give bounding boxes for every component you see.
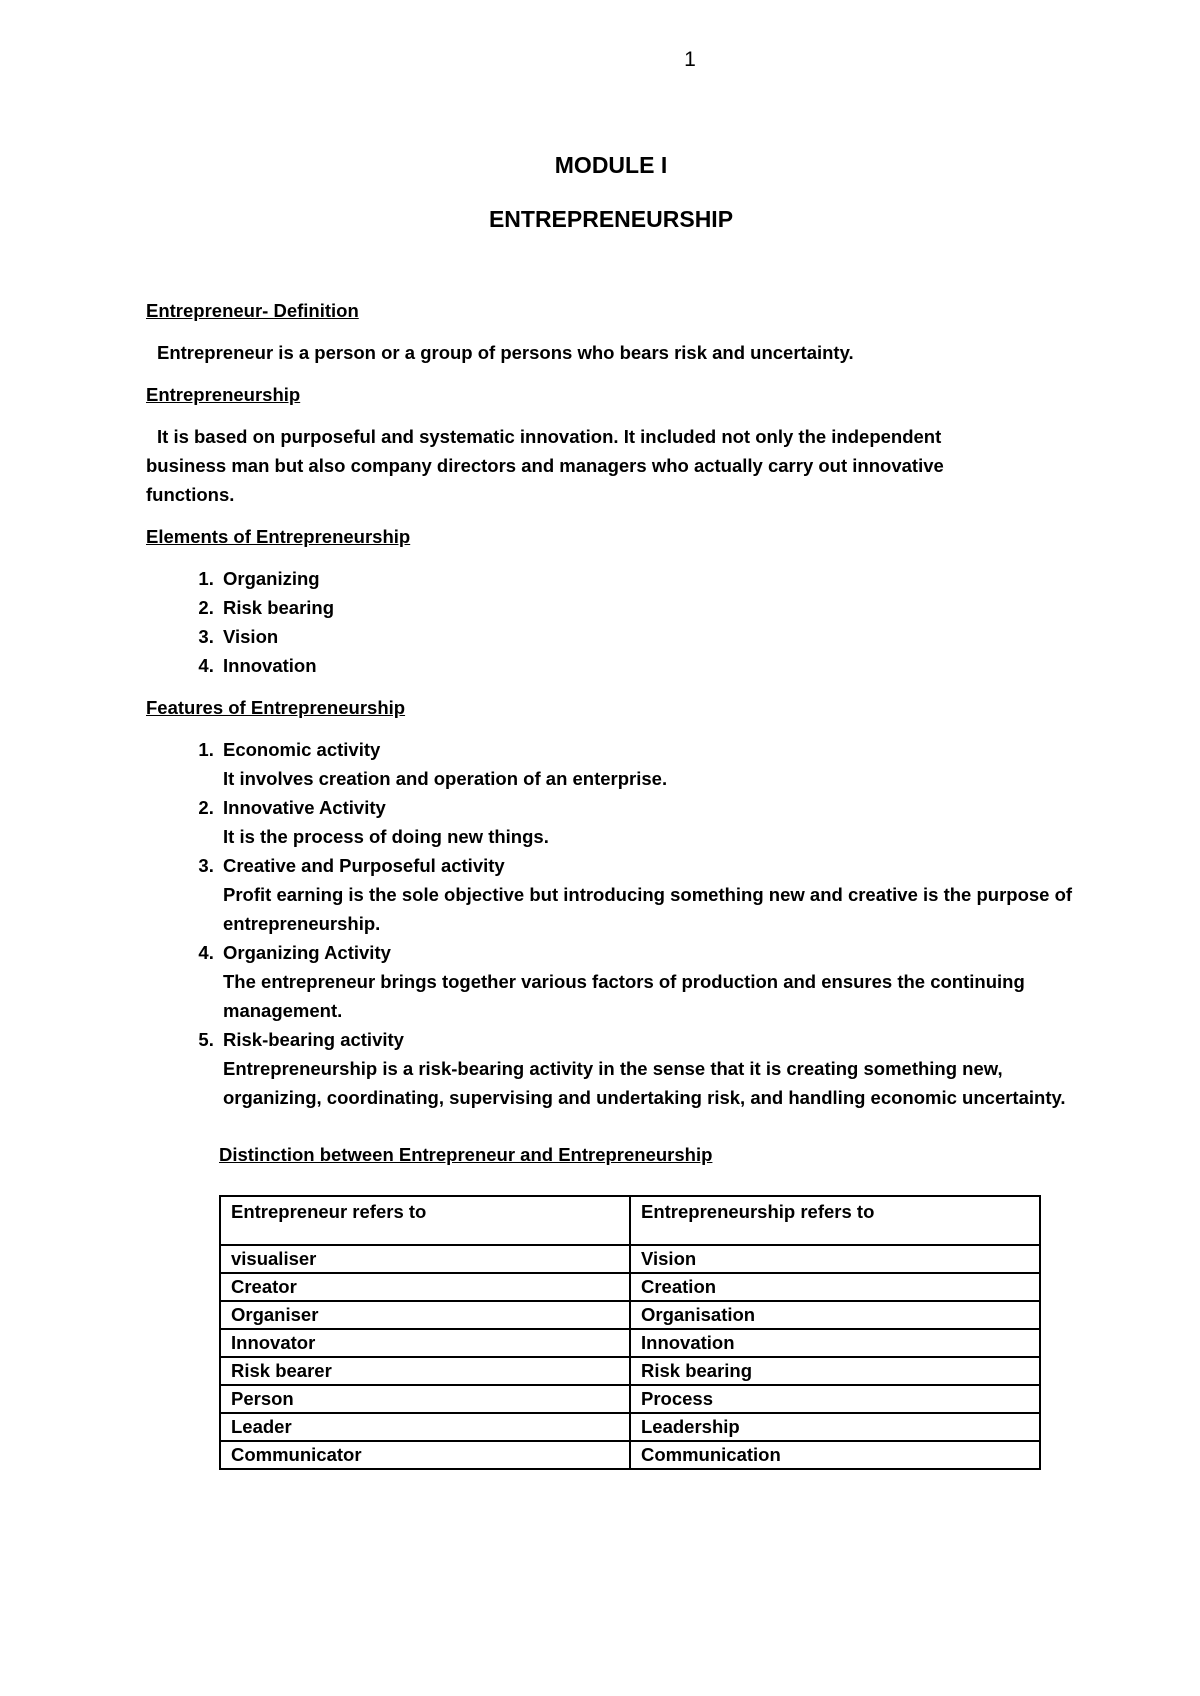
feature-title: 2. Innovative Activity	[223, 797, 386, 818]
column-header: Entrepreneur refers to	[220, 1196, 630, 1245]
feature-desc: It is the process of doing new things.	[223, 826, 549, 847]
table-cell: Risk bearer	[220, 1357, 630, 1385]
table-cell: visualiser	[220, 1245, 630, 1273]
table-cell: Organisation	[630, 1301, 1040, 1329]
elements-heading: Elements of Entrepreneurship	[146, 526, 411, 547]
feature-desc: Profit earning is the sole objective but introducing something new and creative is the purpose of entrepreneurship.	[223, 884, 1073, 934]
feature-desc: The entrepreneur brings together various factors of production and ensures the continuing management.	[223, 971, 1025, 1021]
table-row	[220, 1329, 1040, 1357]
list-item: 2. Risk bearing	[219, 593, 1076, 622]
table-row	[220, 1245, 1040, 1273]
list-item	[219, 1025, 1076, 1112]
table-cell: Vision	[630, 1245, 1040, 1273]
table-cell: Communicator	[220, 1441, 630, 1469]
feature-desc: It involves creation and operation of an enterprise.	[223, 768, 668, 789]
feature-title: 3. Creative and Purposeful activity	[223, 855, 505, 876]
definition-heading: Entrepreneur- Definition	[146, 300, 359, 321]
feature-desc: Entrepreneurship is a risk-bearing activity in the sense that it is creating something new, organizing, coordinating, supervising and undertaking risk, and handling economic uncertainty.	[223, 1058, 1066, 1108]
table-cell: Risk bearing	[630, 1357, 1040, 1385]
title-block	[146, 150, 1076, 234]
table-header-row	[220, 1196, 1040, 1245]
table-cell: Creator	[220, 1273, 630, 1301]
list-item: 3. Vision	[219, 622, 1076, 651]
table-row	[220, 1385, 1040, 1413]
table-cell: Leader	[220, 1413, 630, 1441]
elements-list	[146, 564, 1076, 680]
table-row	[220, 1357, 1040, 1385]
feature-title: 4. Organizing Activity	[223, 942, 391, 963]
features-heading: Features of Entrepreneurship	[146, 697, 406, 718]
module-title: MODULE I	[554, 152, 668, 178]
table-cell: Organiser	[220, 1301, 630, 1329]
table-cell: Innovator	[220, 1329, 630, 1357]
list-item	[219, 851, 1076, 938]
distinction-table	[219, 1195, 1041, 1470]
table-row	[220, 1413, 1040, 1441]
table-row	[220, 1441, 1040, 1469]
definition-text: Entrepreneur is a person or a group of persons who bears risk and uncertainty.	[157, 342, 854, 363]
table-cell: Creation	[630, 1273, 1040, 1301]
table-cell: Communication	[630, 1441, 1040, 1469]
chapter-title: ENTREPRENEURSHIP	[488, 206, 734, 232]
table-cell: Process	[630, 1385, 1040, 1413]
column-header: Entrepreneurship refers to	[630, 1196, 1040, 1245]
list-item: 1. Organizing	[219, 564, 1076, 593]
table-cell: Innovation	[630, 1329, 1040, 1357]
distinction-heading: Distinction between Entrepreneur and Entrepreneurship	[219, 1144, 713, 1165]
list-item: 4. Innovation	[219, 651, 1076, 680]
list-item	[219, 938, 1076, 1025]
list-item	[219, 735, 1076, 793]
table-row	[220, 1273, 1040, 1301]
feature-title: 5. Risk-bearing activity	[223, 1029, 404, 1050]
table-cell: Person	[220, 1385, 630, 1413]
page-number: 1	[684, 48, 696, 71]
entrepreneurship-heading: Entrepreneurship	[146, 384, 301, 405]
feature-title: 1. Economic activity	[223, 739, 381, 760]
document-body	[146, 150, 1076, 1470]
features-list	[146, 735, 1076, 1112]
entrepreneurship-text: It is based on purposeful and systematic innovation. It included not only the independent business man but also company directors and managers who actually carry out innovative functions.	[146, 426, 944, 505]
list-item	[219, 793, 1076, 851]
table-row	[220, 1301, 1040, 1329]
table-cell: Leadership	[630, 1413, 1040, 1441]
